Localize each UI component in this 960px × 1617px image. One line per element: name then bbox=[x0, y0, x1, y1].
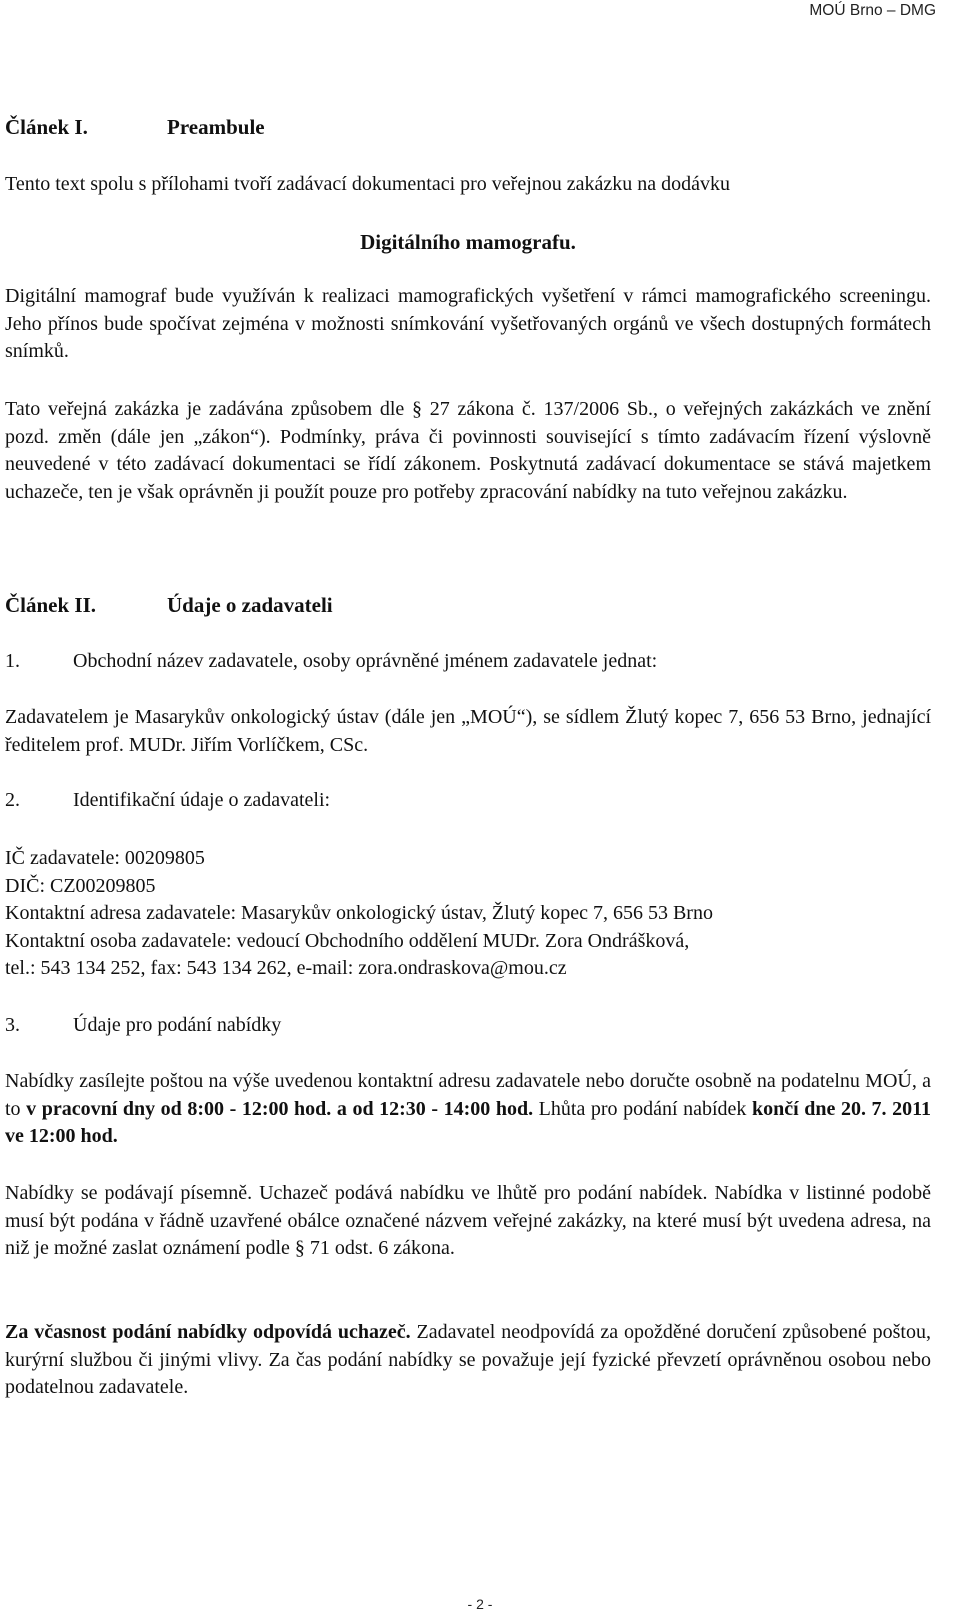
page-header: MOÚ Brno – DMG bbox=[809, 2, 936, 19]
item-title: Identifikační údaje o zadavateli: bbox=[73, 789, 331, 811]
article-2-heading bbox=[5, 592, 931, 620]
item-2-heading bbox=[5, 787, 931, 815]
article-number: Článek I. bbox=[5, 115, 88, 139]
submission-paragraph bbox=[5, 1068, 931, 1151]
usage-paragraph: Digitální mamograf bude využíván k realizaci mamografických vyšetření v rámci mamografického screeningu. Jeho přínos bude spočívat zejména v možnosti snímkování vyšetřovaných orgánů ve všech dostupných formátech snímků. bbox=[5, 285, 931, 362]
item-1-heading bbox=[5, 648, 931, 676]
item-title: Údaje pro podání nabídky bbox=[73, 1014, 282, 1036]
article-title: Údaje o zadavateli bbox=[167, 593, 333, 617]
submission-deadline: končí dne 20. 7. 2011 ve 12:00 hod. bbox=[5, 1097, 932, 1147]
page-number: - 2 - bbox=[467, 1596, 493, 1612]
contact-line: Kontaktní osoba zadavatele: vedoucí Obchodního oddělení MUDr. Zora Ondrášková, bbox=[5, 929, 690, 952]
submission-text: Nabídky zasílejte poštou na výše uvedenou kontaktní adresu zadavatele nebo doručte osobně na podatelnu MOÚ, a to bbox=[5, 1070, 931, 1120]
article-title: Preambule bbox=[167, 115, 265, 139]
subject-title: Digitálního mamografu. bbox=[360, 230, 576, 254]
item-number: 2. bbox=[5, 789, 20, 811]
item-number: 1. bbox=[5, 650, 20, 672]
responsibility-text: Zadavatel neodpovídá za opožděné doručení způsobené poštou, kurýrní službou či jinými vlivy. Za čas podání nabídky se považuje její fyzické převzetí oprávněnou osobou nebo podatelnou zadavatele. bbox=[5, 1321, 931, 1398]
identification-block bbox=[5, 845, 931, 983]
item-title: Obchodní název zadavatele, osoby oprávněné jménem zadavatele jednat: bbox=[73, 650, 658, 672]
item-number: 3. bbox=[5, 1014, 20, 1036]
item-1-text: Zadavatelem je Masarykův onkologický ústav (dále jen „MOÚ“), se sídlem Žlutý kopec 7, 656 53 Brno, jednající ředitelem prof. MUDr. Jiřím Vorlíčkem, CSc. bbox=[5, 706, 931, 756]
submission-text-2: Lhůta pro podání nabídek bbox=[533, 1097, 753, 1120]
ic-line: IČ zadavatele: 00209805 bbox=[5, 847, 205, 869]
written-paragraph: Nabídky se podávají písemně. Uchazeč podává nabídku ve lhůtě pro podání nabídek. Nabídka v listinné podobě musí být podána v řádně uzavřené obálce označené názvem veřejné zakázky, na které musí být uvedena adresa, na niž je možné zaslat oznámení podle § 71 odst. 6 zákona. bbox=[5, 1182, 931, 1259]
article-number: Článek II. bbox=[5, 593, 97, 617]
address-line: Kontaktní adresa zadavatele: Masarykův onkologický ústav, Žlutý kopec 7, 656 53 Brno bbox=[5, 902, 713, 924]
submission-hours: v pracovní dny od 8:00 - 12:00 hod. a od 12:30 - 14:00 hod. bbox=[26, 1097, 534, 1120]
item-3-heading bbox=[5, 1012, 931, 1040]
phone-line: tel.: 543 134 252, fax: 543 134 262, e-mail: zora.ondraskova@mou.cz bbox=[5, 957, 567, 979]
responsibility-paragraph bbox=[5, 1319, 931, 1402]
article-1-heading bbox=[5, 114, 931, 142]
intro-text: Tento text spolu s přílohami tvoří zadávací dokumentaci pro veřejnou zakázku na dodávku bbox=[5, 173, 731, 195]
dic-line: DIČ: CZ00209805 bbox=[5, 874, 156, 897]
responsibility-bold: Za včasnost podání nabídky odpovídá uchazeč. bbox=[5, 1321, 411, 1343]
law-paragraph: Tato veřejná zakázka je zadávána způsobem dle § 27 zákona č. 137/2006 Sb., o veřejných zakázkách ve znění pozd. změn (dále jen „zákon“). Podmínky, práva či povinnosti související s tímto zadávacím řízení výslovně neuvedené v této zadávací dokumentaci se řídí zákonem. Poskytnutá zadávací dokumentace se stává majetkem uchazeče, ten je však oprávněn ji použít pouze pro potřeby zpracování nabídky na tuto veřejnou zakázku. bbox=[5, 398, 931, 503]
